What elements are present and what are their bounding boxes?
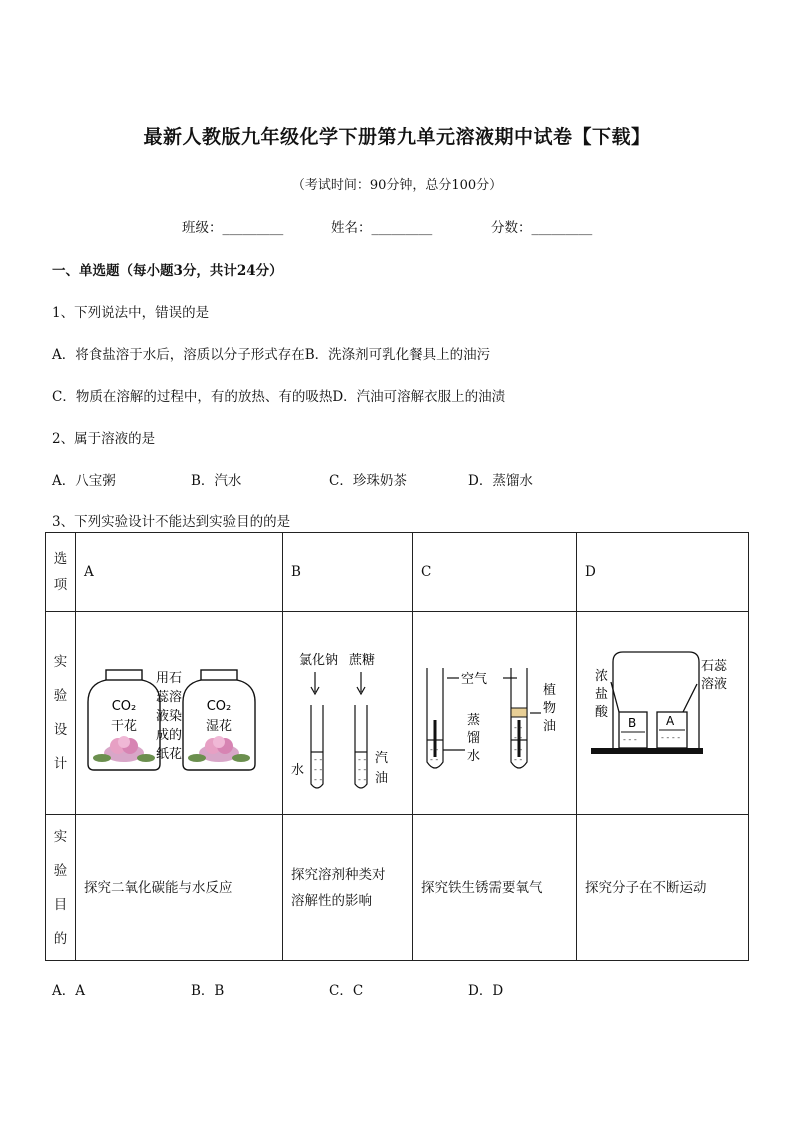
svg-text:空气: 空气 [461, 672, 488, 687]
score-field: 分数：_________ [491, 220, 593, 236]
question-3-option-c: C．C [329, 983, 364, 999]
flower-icon [93, 736, 155, 762]
svg-text:盐: 盐 [595, 687, 609, 702]
svg-text:- -: - - [358, 765, 367, 774]
svg-text:- - -: - - - [623, 735, 637, 744]
molecule-motion-beakers-diagram [577, 612, 748, 810]
solubility-test-tubes-diagram [283, 612, 412, 810]
svg-text:蔗糖: 蔗糖 [349, 653, 376, 668]
question-2-option-a: A．八宝粥 [52, 473, 116, 489]
design-b-cell [283, 612, 413, 815]
svg-text:用石: 用石 [156, 671, 183, 686]
purpose-b: 探究溶剂种类对溶解性的影响 [283, 815, 413, 961]
header-option-label: 选项 [46, 533, 76, 612]
svg-text:水: 水 [291, 763, 305, 778]
co2-flower-jars-diagram [76, 612, 282, 810]
table-purpose-row [46, 815, 749, 961]
svg-text:蕊溶: 蕊溶 [156, 690, 183, 705]
svg-text:油: 油 [375, 771, 389, 786]
table-header-row [46, 533, 749, 612]
section-heading: 一、单选题（每小题3分，共计24分） [52, 263, 283, 279]
svg-text:- -: - - [430, 745, 439, 754]
svg-text:B: B [628, 716, 637, 730]
col-header-d: D [577, 533, 749, 612]
svg-text:- - - -: - - - - [661, 733, 681, 742]
question-3-stem: 3、下列实验设计不能达到实验目的的是 [52, 514, 291, 530]
question-3-option-d: D．D [468, 983, 504, 999]
question-2-option-c: C．珍珠奶茶 [329, 473, 407, 489]
question-1-options-line2: C．物质在溶解的过程中，有的放热、有的吸热D．汽油可溶解衣服上的油渍 [52, 389, 506, 405]
col-header-c: C [413, 533, 577, 612]
svg-text:干花: 干花 [110, 719, 138, 734]
svg-text:- -: - - [358, 775, 367, 784]
svg-text:- -: - - [314, 755, 323, 764]
name-field: 姓名：_________ [331, 220, 433, 236]
col-header-b: B [283, 533, 413, 612]
svg-text:成的: 成的 [156, 728, 183, 743]
purpose-a: 探究二氧化碳能与水反应 [76, 815, 283, 961]
svg-text:湿花: 湿花 [205, 719, 233, 734]
svg-text:- -: - - [514, 733, 523, 742]
svg-text:- -: - - [430, 755, 439, 764]
svg-text:蒸: 蒸 [467, 713, 481, 728]
svg-text:石蕊: 石蕊 [701, 659, 728, 674]
svg-text:- -: - - [358, 755, 367, 764]
question-3-option-a: A．A [52, 983, 85, 999]
svg-text:酸: 酸 [595, 705, 609, 720]
question-3-option-b: B．B [191, 983, 225, 999]
svg-text:物: 物 [543, 701, 557, 716]
question-2-stem: 2、属于溶液的是 [52, 431, 156, 447]
svg-text:- -: - - [514, 723, 523, 732]
page-title: 最新人教版九年级化学下册第九单元溶液期中试卷【下载】 [143, 126, 651, 148]
svg-text:CO₂: CO₂ [111, 699, 137, 714]
row-label-purpose: 实验目的 [46, 815, 76, 961]
svg-text:溶液: 溶液 [701, 677, 728, 692]
question-1-stem: 1、下列说法中，错误的是 [52, 305, 210, 321]
exam-subtitle: （考试时间：90分钟，总分100分） [291, 178, 503, 193]
svg-text:馏: 馏 [467, 731, 481, 746]
svg-text:油: 油 [543, 719, 557, 734]
svg-text:CO₂: CO₂ [206, 699, 232, 714]
purpose-d: 探究分子在不断运动 [577, 815, 749, 961]
design-c-cell [413, 612, 577, 815]
svg-text:- -: - - [514, 745, 523, 754]
iron-rust-test-tubes-diagram [413, 612, 576, 810]
svg-text:氯化钠: 氯化钠 [299, 653, 339, 668]
svg-text:A: A [666, 714, 675, 728]
svg-text:汽: 汽 [375, 751, 389, 766]
design-d-cell [577, 612, 749, 815]
design-a-cell [76, 612, 283, 815]
svg-text:纸花: 纸花 [156, 747, 183, 762]
question-2-option-b: B．汽水 [191, 473, 242, 489]
svg-text:- -: - - [314, 775, 323, 784]
svg-text:- -: - - [514, 755, 523, 764]
question-1-options-line1: A．将食盐溶于水后，溶质以分子形式存在B．洗涤剂可乳化餐具上的油污 [52, 347, 491, 363]
table-design-row [46, 612, 749, 815]
svg-text:液染: 液染 [156, 709, 183, 724]
svg-text:浓: 浓 [595, 669, 609, 684]
col-header-a: A [76, 533, 283, 612]
flower-icon [188, 736, 250, 762]
experiment-table [45, 532, 749, 961]
question-2-option-d: D．蒸馏水 [468, 473, 533, 489]
row-label-design: 实验设计 [46, 612, 76, 815]
purpose-c: 探究铁生锈需要氧气 [413, 815, 577, 961]
svg-text:植: 植 [543, 683, 557, 698]
svg-text:水: 水 [467, 749, 481, 764]
svg-text:- -: - - [314, 765, 323, 774]
class-field: 班级：_________ [182, 220, 284, 236]
